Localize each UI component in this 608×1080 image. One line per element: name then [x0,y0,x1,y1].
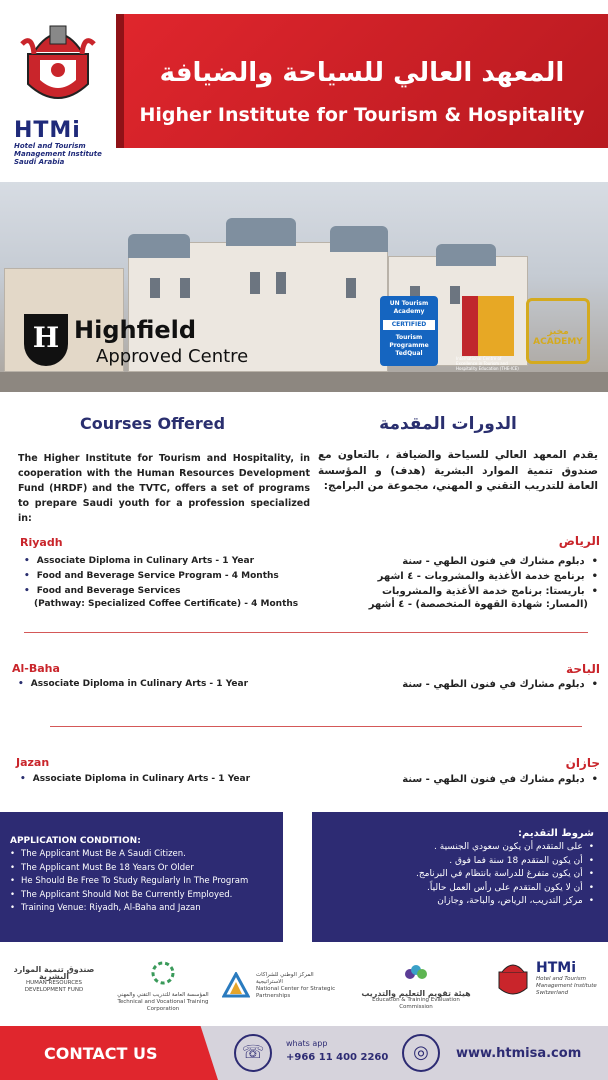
city-jazan-english: Jazan [16,756,50,769]
city-albaha-arabic: الباحة [566,662,600,676]
list-item: • The Applicant Must Be A Saudi Citizen. [10,848,273,862]
highfield-shield-icon: H [24,314,68,366]
list-item: • Associate Diploma in Culinary Arts - 1 Year [18,677,308,692]
title-english: Higher Institute for Tourism & Hospitality [139,104,585,126]
riyadh-courses-english [24,554,314,599]
jazan-courses-english [20,772,310,787]
etec-arabic: هيئة تقويم التعليم والتدريب [361,989,471,998]
list-item: • Associate Diploma in Culinary Arts - 1 Year [24,554,314,569]
ncsp-arabic: المركز الوطني للشراكات الاستراتيجية [256,972,314,985]
list-item: • The Applicant Must Be 18 Years Or Older [10,862,273,876]
tvtc-arabic: المؤسسة العامة للتدريب التقني والمهني [117,992,209,998]
academy-logo: مخبز ACADEMY [526,298,590,364]
etec-leaf-icon [402,962,430,984]
the-ice-caption: International Centre of Excellence in Tourism and Hospitality Education (THE-ICE) [456,356,519,371]
etec-logo [356,962,476,1011]
hrdf-english: HUMAN RESOURCES DEVELOPMENT FUND [24,980,84,993]
contact-us-label: CONTACT US [44,1044,158,1063]
un-tourism-programme: Tourism Programme [389,334,429,349]
conditions-title-arabic: شروط التقديم: [518,828,594,839]
etec-english: Education & Training Evaluation Commission [372,997,460,1010]
hrdf-arabic: صندوق تنمية الموارد البشرية [13,965,95,981]
riyadh-course-pathway-arabic: (المسار: شهادة القهوة المتخصصة) - ٤ أشهر [368,599,588,610]
city-jazan-arabic: جازان [565,756,600,770]
courses-title-arabic: الدورات المقدمة [379,414,517,434]
albaha-courses-english [18,677,308,692]
list-item: • دبلوم مشارك في فنون الطهي - سنة [340,677,598,692]
ncsp-logo [222,972,340,1000]
conditions-english [0,812,283,942]
list-item: • برنامج خدمة الأغذية والمشروبات - ٤ اشهر [340,569,598,584]
highfield-subtitle: Approved Centre [96,346,249,367]
hrdf-logo [10,966,98,994]
list-item: • The Applicant Should Not Be Currently Employed. [10,889,273,903]
ncsp-english: National Center for Strategic Partnerships [256,986,336,999]
un-tourism-tedqual: TedQual [395,350,423,357]
albaha-courses-arabic [340,677,598,692]
conditions-title-english: APPLICATION CONDITION: [10,836,141,846]
ncsp-triangle-icon [222,972,250,998]
htmi-logo-subtitle: Hotel and Tourism Management Institute Saudi Arabia [14,142,102,166]
list-item: • Training Venue: Riyadh, Al-Baha and Jazan [10,902,273,916]
list-item: • على المتقدم أن يكون سعودي الجنسية . [322,841,594,855]
divider [24,632,588,633]
courses-title-english: Courses Offered [80,414,226,433]
list-item: • He Should Be Free To Study Regularly In The Program [10,875,273,889]
crest-emblem-icon [20,14,96,114]
conditions-list-arabic [322,841,594,909]
phone-number-link[interactable]: +966 11 400 2260 [286,1052,389,1063]
intro-arabic: يقدم المعهد العالي للسياحة والضيافة ، بالتعاون مع صندوق تنمية الموارد البشرية (هدف) و المؤسسة العامة للتدريب التقني و المهني، مجموعة من البرامج: [318,449,598,492]
riyadh-course-pathway-english: (Pathway: Specialized Coffee Certificate) - 4 Months [34,599,299,609]
riyadh-courses-arabic [340,554,598,599]
conditions-list-english [10,848,273,916]
list-item: • دبلوم مشارك في فنون الطهي - سنة [340,554,598,569]
whatsapp-label: whats app [286,1039,328,1048]
htmi-logo-word: HTMi [14,118,81,143]
city-riyadh-arabic: الرياض [558,534,600,548]
globe-icon: ◎ [402,1034,440,1072]
jazan-courses-arabic [340,772,598,787]
list-item: • أن يكون المتقدم 18 سنة فما فوق . [322,855,594,869]
htmi-footer-word: HTMi [536,960,576,976]
city-albaha-english: Al-Baha [12,662,60,675]
title-arabic: المعهد العالي للسياحة والضيافة [159,58,565,88]
intro-english: The Higher Institute for Tourism and Hospitality, in cooperation with the Human Resources Development Fund (HRDF) and the TVTC, offers a set of programs to prepare Saudi youth for a profession specialized in: [18,453,310,524]
un-tourism-badge [380,296,438,366]
htmi-footer-sub: Hotel and Tourism Management Institute Switzerland [536,976,597,996]
htmi-crest-icon [496,960,530,1000]
un-tourism-line-1: UN Tourism [389,300,429,307]
list-item: • Associate Diploma in Culinary Arts - 1 Year [20,772,310,787]
list-item: • Food and Beverage Service Program - 4 Months [24,569,314,584]
city-riyadh-english: Riyadh [20,536,63,549]
phone-icon: ☏ [234,1034,272,1072]
list-item: • مركز التدريب، الرياض، والباحة، وجازان [322,895,594,909]
divider [50,726,582,727]
list-item: • أن لا يكون المتقدم على رأس العمل حالياً. [322,882,594,896]
list-item: • Food and Beverage Services [24,584,314,599]
htmi-switzerland-logo [496,960,600,997]
the-ice-logo [462,296,514,356]
list-item: • باريستا: برنامج خدمة الأغذية والمشروبات [340,584,598,599]
tvtc-emblem-icon [150,960,176,986]
list-item: • أن يكون متفرغ للدراسة بانتظام في البرنامج. [322,868,594,882]
list-item: • دبلوم مشارك في فنون الطهي - سنة [340,772,598,787]
tvtc-english: Technical and Vocational Training Corporation [117,999,209,1012]
un-tourism-certified: CERTIFIED [383,320,435,330]
un-tourism-line-2: Academy [393,308,425,315]
tvtc-logo [108,960,218,1013]
website-link[interactable]: www.htmisa.com [456,1046,582,1061]
conditions-arabic [312,812,608,942]
highfield-title: Highfield [74,316,197,344]
